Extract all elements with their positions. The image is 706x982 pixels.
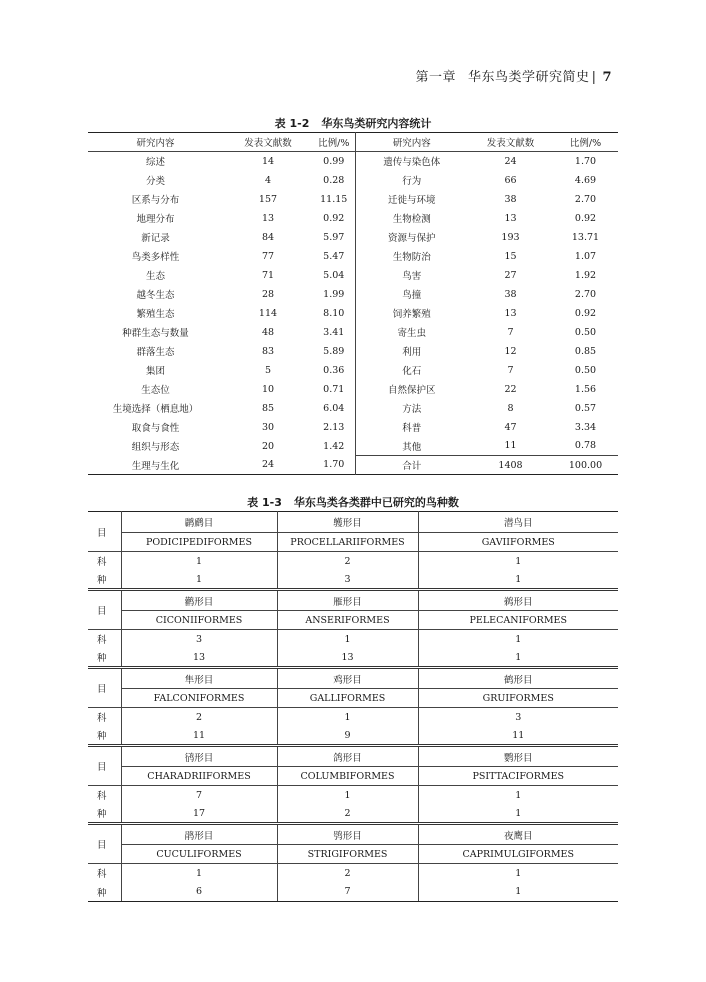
table-cell: 生境选择（栖息地） (112, 404, 199, 415)
table-cell: 7 (507, 364, 514, 376)
table-row (88, 209, 618, 228)
table-cell: 种群生态与数量 (122, 328, 189, 339)
table-row (88, 171, 618, 190)
table-cell: 饲养繁殖 (355, 304, 468, 323)
table-1-2 (88, 132, 618, 475)
table-cell: 13.71 (571, 231, 600, 243)
table-row (88, 380, 618, 399)
order-latin-row (88, 767, 618, 786)
table-cell: 2.13 (323, 421, 345, 433)
table-cell: 新记录 (141, 233, 170, 244)
species-row-label: 种 (88, 571, 121, 590)
table-cell: 0.92 (574, 307, 597, 319)
species-row-label: 种 (88, 649, 121, 668)
table-cell: 区系与分布 (131, 195, 180, 206)
order-latin-row (88, 611, 618, 630)
table-cell: 13 (261, 212, 275, 224)
table-row (88, 152, 618, 171)
column-header: 比例/% (553, 133, 618, 152)
table-cell: 5.89 (323, 345, 345, 357)
family-count: 1 (121, 864, 277, 883)
species-count-row (88, 727, 618, 746)
table-cell: 迁徙与环境 (355, 190, 468, 209)
order-chinese-name: 鸻形目 (121, 746, 277, 767)
table-cell: 77 (261, 250, 275, 262)
table-1-3-title: 华东鸟类各类群中已研究的鸟种数 (293, 496, 459, 509)
table-cell: 20 (261, 440, 275, 452)
table-cell: 1.92 (574, 269, 597, 281)
table-cell: 0.92 (574, 212, 597, 224)
table-cell: 1.70 (574, 155, 597, 167)
table-cell: 8.10 (323, 307, 345, 319)
order-chinese-name: 潜鸟目 (418, 512, 618, 533)
family-count: 3 (121, 630, 277, 649)
family-count: 1 (515, 867, 522, 879)
order-latin-name: STRIGIFORMES (277, 845, 418, 864)
table-cell: 24 (261, 459, 275, 471)
table-cell: 47 (504, 421, 517, 433)
order-row-label: 目 (88, 824, 121, 864)
order-latin-name: PROCELLARIIFORMES (277, 533, 418, 552)
family-count: 1 (515, 555, 522, 567)
table-cell: 15 (504, 250, 517, 262)
table-cell: 114 (258, 307, 278, 319)
species-count: 1 (418, 571, 618, 590)
table-cell: 2.70 (574, 288, 597, 300)
family-row-label: 科 (88, 786, 121, 805)
species-count: 17 (121, 805, 277, 824)
table-cell: 5.97 (323, 231, 345, 243)
order-row-label: 目 (88, 590, 121, 630)
species-count: 13 (121, 649, 277, 668)
table-cell: 24 (504, 155, 517, 167)
species-count: 13 (277, 649, 418, 668)
table-cell: 0.99 (323, 155, 345, 167)
species-count-row (88, 649, 618, 668)
table-cell: 28 (261, 288, 275, 300)
order-chinese-name: 鹱形目 (277, 512, 418, 533)
order-chinese-name: 䴙䴘目 (121, 512, 277, 533)
species-count: 1 (418, 883, 618, 902)
table-cell: 66 (504, 174, 517, 186)
table-cell: 鸟撞 (355, 285, 468, 304)
table-cell: 科普 (355, 418, 468, 437)
table-cell: 71 (261, 269, 275, 281)
table-cell: 0.92 (323, 212, 345, 224)
column-header: 研究内容 (88, 133, 223, 152)
table-cell: 遗传与染色体 (355, 152, 468, 171)
table-cell: 10 (261, 383, 275, 395)
table-cell: 鸟类多样性 (131, 252, 180, 263)
species-count-row (88, 805, 618, 824)
table-cell: 综述 (145, 157, 165, 169)
table-cell: 38 (504, 193, 517, 205)
table-cell: 8 (507, 402, 514, 414)
family-row-label: 科 (88, 708, 121, 727)
chapter-title: 华东鸟类学研究简史 (468, 70, 590, 85)
order-chinese-name: 鹈形目 (418, 590, 618, 611)
table-cell: 157 (258, 193, 278, 205)
family-count-row (88, 786, 618, 805)
table-1-3 (88, 511, 618, 902)
table-row (88, 228, 618, 247)
order-latin-name: ANSERIFORMES (277, 611, 418, 630)
order-chinese-name: 鹤形目 (418, 668, 618, 689)
column-header: 比例/% (313, 133, 355, 152)
table-1-2-title: 华东鸟类研究内容统计 (321, 117, 432, 130)
family-count: 1 (515, 633, 522, 645)
order-latin-name: GAVIIFORMES (418, 533, 618, 552)
species-count: 3 (277, 571, 418, 590)
order-latin-name: GALLIFORMES (277, 689, 418, 708)
order-latin-name: CAPRIMULGIFORMES (418, 845, 618, 864)
table-cell: 0.57 (574, 402, 597, 414)
order-chinese-name: 鸮形目 (277, 824, 418, 845)
table-cell: 0.28 (323, 174, 345, 186)
family-row-label: 科 (88, 864, 121, 883)
table-cell: 集团 (145, 366, 165, 377)
chapter-label: 第一章 (415, 70, 457, 85)
family-count: 1 (515, 789, 522, 801)
order-latin-name: FALCONIFORMES (121, 689, 277, 708)
table-cell: 寄生虫 (355, 323, 468, 342)
family-count: 1 (121, 552, 277, 571)
species-count: 7 (277, 883, 418, 902)
species-count-row (88, 571, 618, 590)
family-count: 1 (277, 630, 418, 649)
table-cell: 6.04 (323, 402, 345, 414)
table-cell: 鸟害 (355, 266, 468, 285)
table-cell: 5 (264, 364, 272, 376)
table-cell: 生态位 (141, 385, 170, 396)
order-latin-name: GRUIFORMES (418, 689, 618, 708)
table-row (88, 247, 618, 266)
table-cell: 2.70 (574, 193, 597, 205)
family-count: 2 (277, 552, 418, 571)
family-count-row (88, 552, 618, 571)
table-cell: 5.04 (323, 269, 345, 281)
family-count: 3 (515, 711, 522, 723)
table-header-row (88, 133, 618, 152)
species-count: 1 (418, 649, 618, 668)
column-header: 发表文献数 (468, 133, 553, 152)
table-row (88, 285, 618, 304)
table-cell: 方法 (355, 399, 468, 418)
family-count: 1 (277, 786, 418, 805)
table-cell: 行为 (355, 171, 468, 190)
table-cell: 0.78 (574, 440, 597, 452)
family-count: 1 (277, 708, 418, 727)
table-1-3-number: 表 1-3 (247, 496, 282, 509)
family-count-row (88, 708, 618, 727)
family-count-row (88, 630, 618, 649)
order-chinese-name: 鹦形目 (418, 746, 618, 767)
table-row (88, 399, 618, 418)
species-count: 1 (418, 805, 618, 824)
order-latin-row (88, 533, 618, 552)
species-count: 9 (277, 727, 418, 746)
table-cell: 取食与食性 (131, 423, 180, 434)
header-separator: | (591, 70, 597, 85)
running-header (0, 66, 612, 85)
table-cell: 1408 (468, 456, 553, 475)
order-chinese-name: 雁形目 (277, 590, 418, 611)
table-cell: 84 (261, 231, 275, 243)
table-cell: 11.15 (320, 193, 348, 205)
table-cell: 越冬生态 (136, 290, 175, 301)
table-cell: 48 (261, 326, 275, 338)
table-cell: 自然保护区 (355, 380, 468, 399)
table-cell: 利用 (355, 342, 468, 361)
order-latin-row (88, 689, 618, 708)
table-cell: 0.50 (574, 364, 597, 376)
order-chinese-name: 鸡形目 (277, 668, 418, 689)
table-cell: 0.50 (574, 326, 597, 338)
table-cell: 生物防治 (355, 247, 468, 266)
table-cell: 13 (504, 307, 517, 319)
table-cell: 13 (504, 212, 517, 224)
table-cell: 繁殖生态 (136, 309, 175, 320)
table-cell: 1.56 (574, 383, 597, 395)
table-cell: 0.36 (323, 364, 345, 376)
order-name-row (88, 512, 618, 533)
table-cell: 30 (261, 421, 275, 433)
order-latin-name: COLUMBIFORMES (277, 767, 418, 786)
table-cell: 3.34 (574, 421, 597, 433)
table-cell: 地理分布 (136, 214, 175, 225)
table-cell: 4.69 (574, 174, 597, 186)
order-latin-name: PODICIPEDIFORMES (121, 533, 277, 552)
table-1-3-caption (88, 494, 618, 510)
table-1-2-number: 表 1-2 (274, 117, 310, 130)
species-row-label: 种 (88, 805, 121, 824)
species-count: 1 (121, 571, 277, 590)
table-cell: 0.85 (574, 345, 597, 357)
species-count: 2 (277, 805, 418, 824)
column-header: 研究内容 (355, 133, 468, 152)
family-count-row (88, 864, 618, 883)
order-name-row (88, 590, 618, 611)
table-cell: 11 (504, 440, 517, 452)
table-row (88, 437, 618, 456)
order-latin-name: PELECANIFORMES (418, 611, 618, 630)
table-row (88, 361, 618, 380)
species-count: 11 (418, 727, 618, 746)
species-count: 6 (121, 883, 277, 902)
order-row-label: 目 (88, 512, 121, 552)
table-row (88, 418, 618, 437)
order-chinese-name: 夜鹰目 (418, 824, 618, 845)
table-cell: 分类 (145, 176, 165, 187)
order-latin-name: CHARADRIIFORMES (121, 767, 277, 786)
order-latin-name: CUCULIFORMES (121, 845, 277, 864)
table-cell: 生物检测 (355, 209, 468, 228)
table-cell: 7 (507, 326, 514, 338)
table-cell: 4 (264, 174, 272, 186)
table-cell: 1.70 (323, 459, 345, 471)
table-cell: 100.00 (553, 456, 618, 475)
order-chinese-name: 鹃形目 (121, 824, 277, 845)
order-name-row (88, 824, 618, 845)
species-row-label: 种 (88, 727, 121, 746)
order-chinese-name: 鸽形目 (277, 746, 418, 767)
order-chinese-name: 隼形目 (121, 668, 277, 689)
table-cell: 38 (504, 288, 517, 300)
table-row (88, 323, 618, 342)
table-cell: 5.47 (323, 250, 345, 262)
table-cell: 193 (501, 231, 520, 243)
order-row-label: 目 (88, 668, 121, 708)
page-number: 7 (602, 70, 612, 85)
table-cell: 生态 (145, 271, 165, 282)
species-count: 11 (121, 727, 277, 746)
order-chinese-name: 鹳形目 (121, 590, 277, 611)
order-row-label: 目 (88, 746, 121, 786)
order-latin-row (88, 845, 618, 864)
family-count: 7 (121, 786, 277, 805)
table-cell: 85 (261, 402, 275, 414)
family-row-label: 科 (88, 552, 121, 571)
table-cell: 12 (504, 345, 517, 357)
table-cell: 14 (261, 155, 275, 167)
table-cell: 生理与生化 (131, 460, 180, 472)
table-row (88, 456, 618, 475)
column-header: 发表文献数 (223, 133, 313, 152)
order-name-row (88, 746, 618, 767)
table-1-2-caption (88, 115, 618, 131)
table-cell: 83 (261, 345, 275, 357)
table-cell: 22 (504, 383, 517, 395)
family-count: 2 (121, 708, 277, 727)
table-row (88, 304, 618, 323)
order-name-row (88, 668, 618, 689)
table-row (88, 190, 618, 209)
table-row (88, 266, 618, 285)
table-cell: 1.07 (574, 250, 597, 262)
table-cell: 群落生态 (136, 347, 175, 358)
table-row (88, 342, 618, 361)
table-cell: 化石 (355, 361, 468, 380)
family-count: 2 (277, 864, 418, 883)
table-cell: 1.42 (323, 440, 345, 452)
table-cell: 其他 (355, 437, 468, 456)
table-cell: 1.99 (323, 288, 345, 300)
table-cell: 27 (504, 269, 517, 281)
table-cell: 3.41 (323, 326, 345, 338)
species-count-row (88, 883, 618, 902)
table-cell: 合计 (355, 456, 468, 475)
table-cell: 组织与形态 (131, 442, 180, 453)
table-cell: 资源与保护 (355, 228, 468, 247)
order-latin-name: CICONIIFORMES (121, 611, 277, 630)
order-latin-name: PSITTACIFORMES (418, 767, 618, 786)
species-row-label: 种 (88, 883, 121, 902)
family-row-label: 科 (88, 630, 121, 649)
table-cell: 0.71 (323, 383, 345, 395)
